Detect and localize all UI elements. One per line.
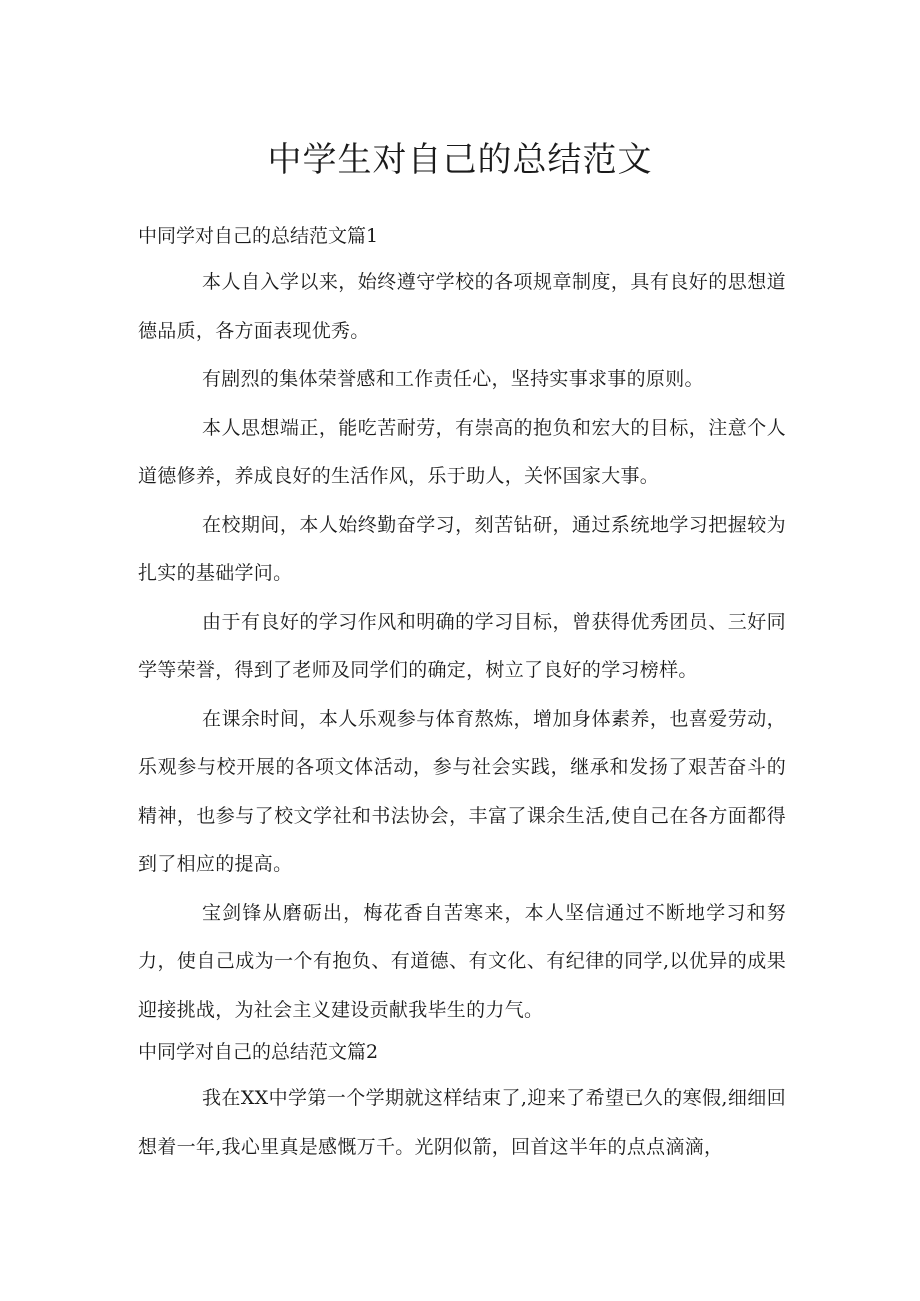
section-1 — [138, 218, 786, 1034]
paragraph: 宝剑锋从磨砺出，梅花香自苦寒来，本人坚信通过不断地学习和努力，使自己成为一个有抱负、有道德、有文化、有纪律的同学,以优异的成果迎接挑战，为社会主义建设贡献我毕生的力气。 — [138, 901, 786, 1021]
paragraph: 本人思想端正，能吃苦耐劳，有崇高的抱负和宏大的目标，注意个人道德修养，养成良好的生活作风，乐于助人，关怀国家大事。 — [138, 416, 786, 487]
paragraph: 由于有良好的学习作风和明确的学习目标，曾获得优秀团员、三好同学等荣誉，得到了老师及同学们的确定，树立了良好的学习榜样。 — [138, 610, 786, 681]
document-body — [138, 218, 786, 1171]
section-2 — [138, 1034, 786, 1171]
paragraph: 有剧烈的集体荣誉感和工作责任心，坚持实事求事的原则。 — [202, 368, 704, 390]
document-title: 中学生对自己的总结范文 — [267, 140, 653, 180]
paragraph: 在校期间，本人始终勤奋学习，刻苦钻研，通过系统地学习把握较为扎实的基础学问。 — [138, 513, 786, 584]
section-heading: 中同学对自己的总结范文篇1 — [138, 225, 379, 247]
paragraph: 在课余时间，本人乐观参与体育熬炼，增加身体素养，也喜爱劳动，乐观参与校开展的各项文体活动，参与社会实践，继承和发扬了艰苦奋斗的精神，也参与了校文学社和书法协会，丰富了课余生活,使自己在各方面都得到了相应的提高。 — [138, 707, 786, 875]
section-heading: 中同学对自己的总结范文篇2 — [138, 1041, 379, 1063]
paragraph: 我在XX中学第一个学期就这样结束了,迎来了希望已久的寒假,细细回想着一年,我心里真是感慨万千。光阴似箭，回首这半年的点点滴滴， — [138, 1087, 786, 1158]
paragraph: 本人自入学以来，始终遵守学校的各项规章制度，具有良好的思想道德品质，各方面表现优秀。 — [138, 271, 786, 342]
